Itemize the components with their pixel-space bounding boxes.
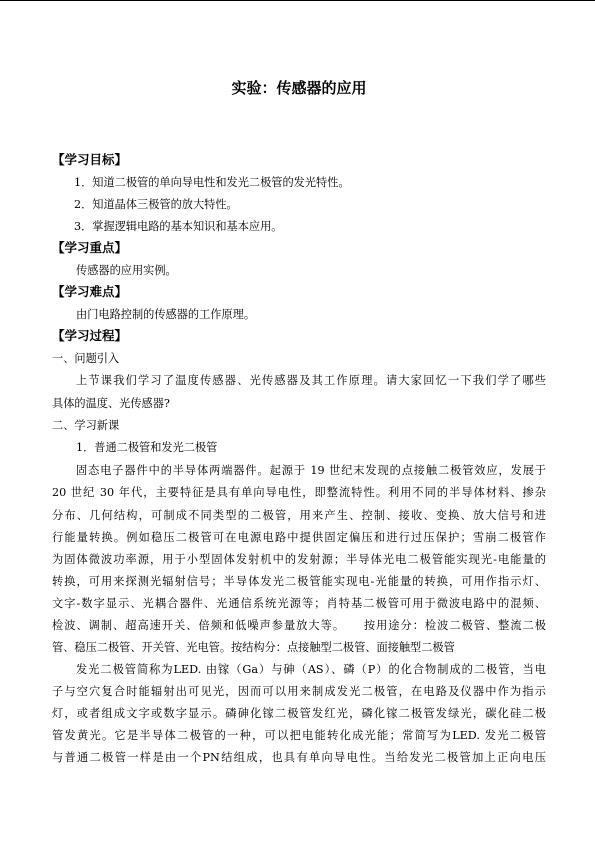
part2-heading: 二、学习新课 bbox=[52, 419, 120, 432]
objective-item-1: 1．知道二极管的单向导电性和发光二极管的发光特性。 bbox=[74, 176, 350, 189]
page-title: 实验：传感器的应用 bbox=[231, 79, 367, 97]
process-heading: 【学习过程】 bbox=[52, 328, 128, 343]
sub1-heading: 1．普通二极管和发光二极管 bbox=[76, 441, 218, 454]
para1-line-1: 固态电子器件中的半导体两端器件。起源于 19 世纪末发现的点接触二极管效应，发展于 bbox=[76, 464, 546, 477]
para2-line-5: 与普通二极管一样是由一个PN结组成，也具有单向导电性。当给发光二极管加上正向电压 bbox=[52, 751, 546, 764]
focus-heading: 【学习重点】 bbox=[52, 240, 128, 255]
para1-line-9: 管、稳压二极管、开关管、光电管。按结构分：点接触型二极管、面接触型二极管 bbox=[52, 641, 455, 654]
para1-line-8: 检波、调制、超高速开关、倍频和低噪声参量放大等。 按用途分：检波二极管、整流二极 bbox=[52, 619, 546, 632]
objectives-heading: 【学习目标】 bbox=[52, 152, 128, 167]
para1-line-2: 20 世纪 30 年代，主要特征是具有单向导电性，即整流特性。利用不同的半导体材料、掺杂 bbox=[52, 486, 546, 499]
para1-line-6: 转换，可用来探测光辐射信号；半导体发光二极管能实现电-光能量的转换，可用作指示灯、 bbox=[52, 575, 546, 588]
para2-line-1: 发光二极管简称为LED. 由镓（Ga）与砷（AS）、磷（P）的化合物制成的二极管，当电 bbox=[76, 663, 546, 676]
para1-line-3: 分布、几何结构，可制成不同类型的二极管，用来产生、控制、接收、变换、放大信号和进 bbox=[52, 509, 546, 522]
top-border-rule bbox=[0, 0, 595, 1]
difficulty-text: 由门电路控制的传感器的工作原理。 bbox=[76, 308, 256, 321]
para2-line-2: 子与空穴复合时能辐射出可见光，因而可以用来制成发光二极管，在电路及仪器中作为指示 bbox=[52, 685, 546, 698]
para1-line-7: 文字-数字显示、光耦合器件、光通信系统光源等；肖特基二极管可用于微波电路中的混频、 bbox=[52, 597, 546, 610]
para1-line-4: 行能量转换。例如稳压二极管可在电源电路中提供固定偏压和进行过压保护；雪崩二极管作 bbox=[52, 531, 546, 544]
difficulty-heading: 【学习难点】 bbox=[52, 284, 128, 299]
part1-heading: 一、问题引入 bbox=[52, 352, 120, 365]
objective-item-2: 2．知道晶体三极管的放大特性。 bbox=[74, 198, 238, 211]
part1-line-2: 具体的温度、光传感器? bbox=[52, 397, 170, 410]
objective-item-3: 3．掌握逻辑电路的基本知识和基本应用。 bbox=[74, 220, 283, 233]
focus-text: 传感器的应用实例。 bbox=[76, 264, 177, 277]
para2-line-4: 管发黄光。它是半导体二极管的一种，可以把电能转化成光能；常简写为LED. 发光二极管 bbox=[52, 729, 546, 742]
para2-line-3: 灯，或者组成文字或数字显示。磷砷化镓二极管发红光，磷化镓二极管发绿光，碳化硅二极 bbox=[52, 707, 546, 720]
para1-line-5: 为固体微波功率源，用于小型固体发射机中的发射源；半导体光电二极管能实现光-电能量的 bbox=[52, 553, 546, 566]
part1-line-1: 上节课我们学习了温度传感器、光传感器及其工作原理。请大家回忆一下我们学了哪些 bbox=[76, 374, 546, 387]
